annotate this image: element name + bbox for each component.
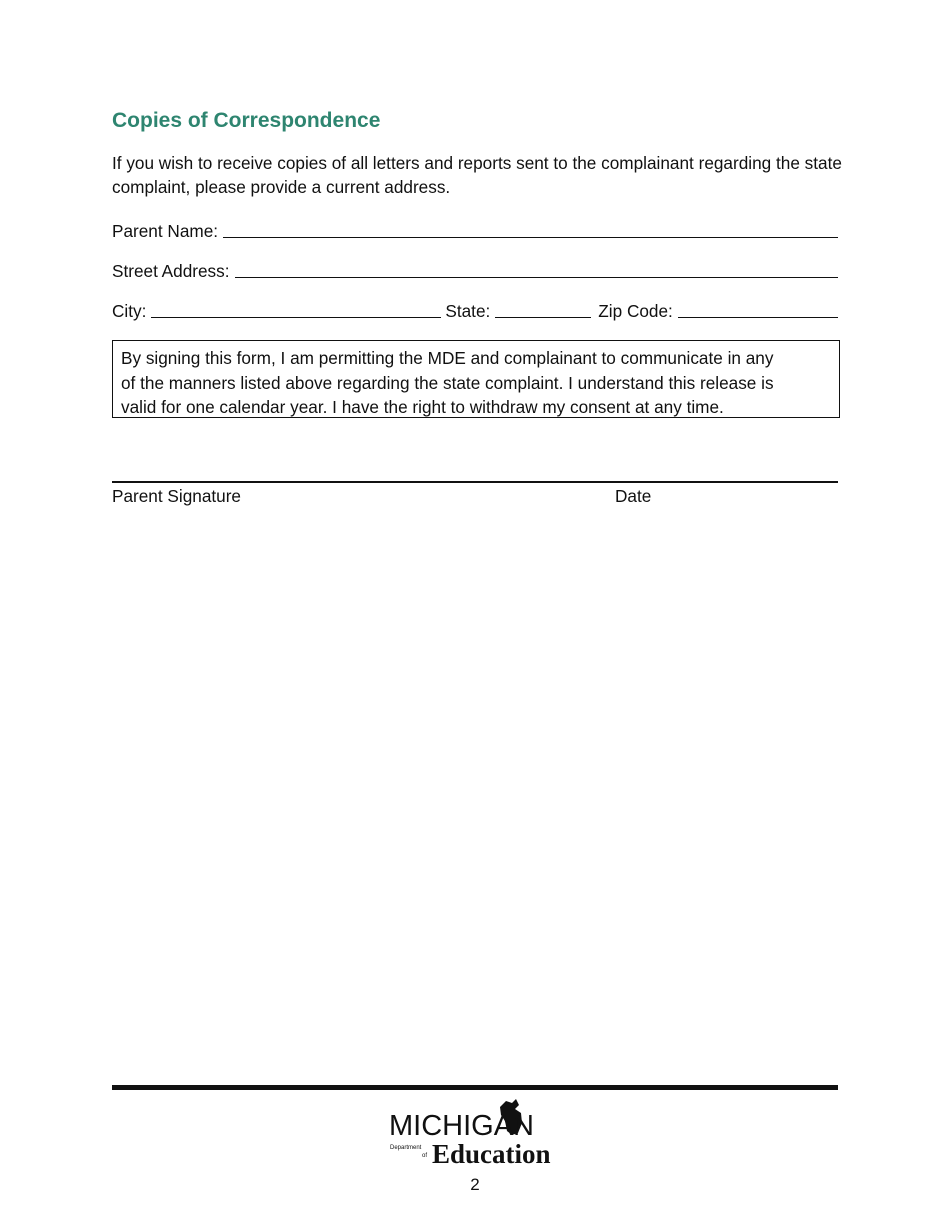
zip-code-label: Zip Code: bbox=[598, 301, 673, 321]
consent-line: of the manners listed above regarding the state complaint. I understand this release is bbox=[121, 372, 774, 393]
city-field[interactable] bbox=[151, 301, 441, 318]
parent-signature-label: Parent Signature bbox=[112, 486, 241, 506]
parent-name-row bbox=[112, 216, 838, 242]
consent-line: valid for one calendar year. I have the right to withdraw my consent at any time. bbox=[121, 397, 724, 417]
parent-name-field[interactable] bbox=[223, 221, 838, 238]
zip-code-field[interactable] bbox=[678, 301, 838, 318]
date-label: Date bbox=[615, 486, 652, 506]
page-number: 2 bbox=[470, 1175, 480, 1194]
footer-rule bbox=[112, 1085, 838, 1090]
street-address-label: Street Address: bbox=[112, 261, 230, 281]
city-label: City: bbox=[112, 301, 147, 321]
michigan-education-logo bbox=[388, 1097, 563, 1167]
logo-michigan-text: MICHIGAN bbox=[389, 1110, 534, 1142]
section-heading: Copies of Correspondence bbox=[112, 109, 381, 132]
intro-paragraph: If you wish to receive copies of all letters and reports sent to the complainant regarding the state complaint, please provide a current address. bbox=[112, 153, 842, 197]
state-field[interactable] bbox=[495, 301, 591, 318]
state-label: State: bbox=[445, 301, 491, 321]
consent-box bbox=[112, 340, 840, 418]
logo-department-text: Department bbox=[390, 1145, 422, 1151]
parent-name-label: Parent Name: bbox=[112, 221, 219, 241]
city-state-zip-row bbox=[112, 296, 838, 322]
logo-of-text: of bbox=[422, 1153, 428, 1159]
street-address-row bbox=[112, 256, 838, 282]
street-address-field[interactable] bbox=[235, 261, 838, 278]
signature-line[interactable] bbox=[112, 481, 838, 483]
logo-education-text: Education bbox=[432, 1139, 551, 1167]
consent-line: By signing this form, I am permitting the MDE and complainant to communicate in any bbox=[121, 348, 774, 368]
